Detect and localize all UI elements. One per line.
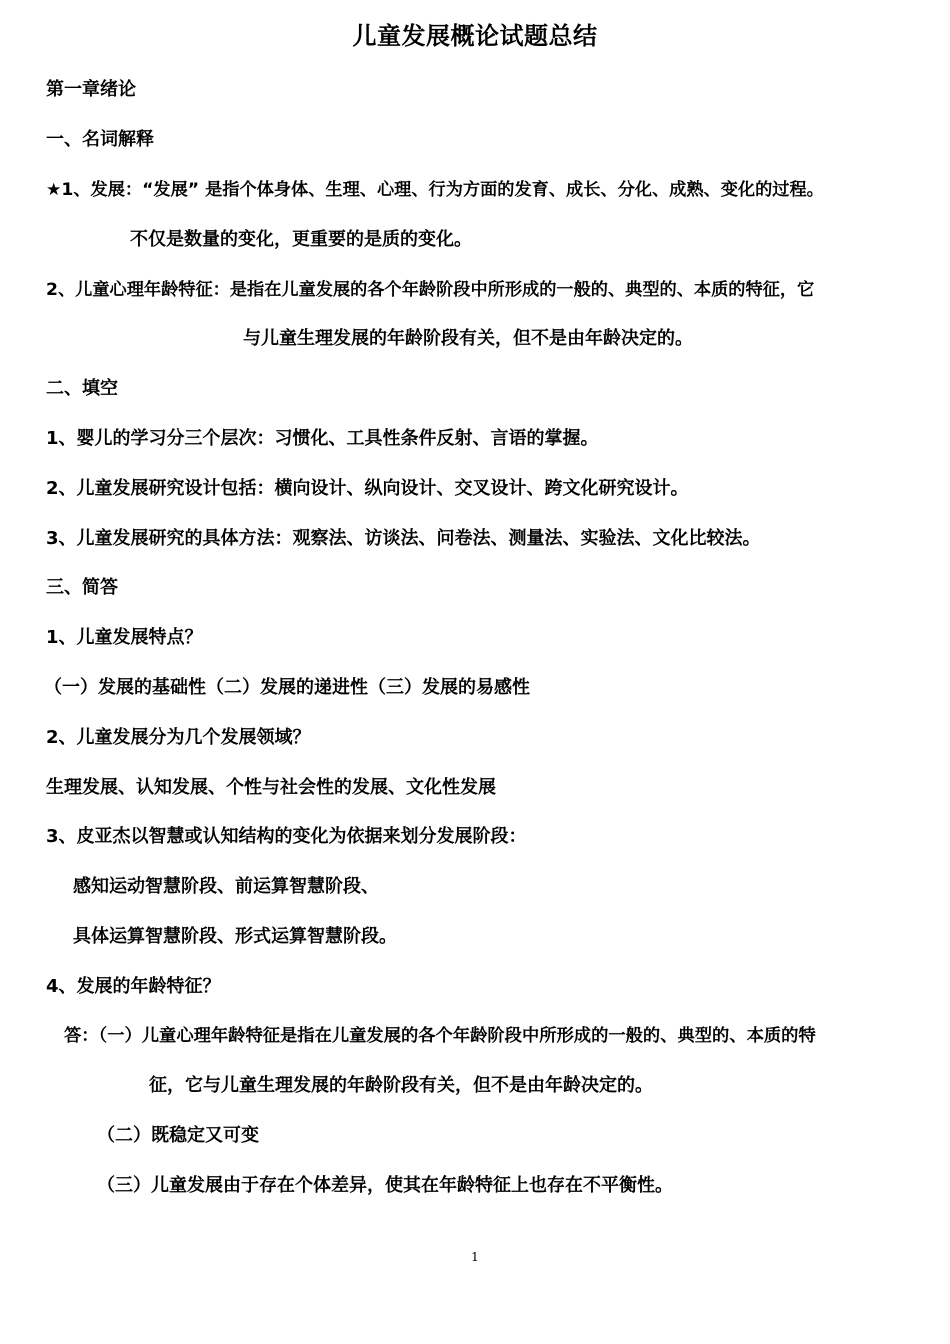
definition-item-1: ★1、发展：“发展” 是指个体身体、生理、心理、行为方面的发育、成长、分化、成熟、变化的过程。 [46, 180, 824, 200]
question-1: 1、儿童发展特点？ [46, 627, 203, 648]
answer-4-part-2: （二）既稳定又可变 [97, 1125, 259, 1146]
fill-blank-item-3: 3、儿童发展研究的具体方法：观察法、访谈法、问卷法、测量法、实验法、文化比较法。 [46, 528, 761, 549]
section-heading-definitions: 一、名词解释 [46, 129, 154, 150]
question-3: 3、皮亚杰以智慧或认知结构的变化为依据来划分发展阶段： [46, 826, 527, 847]
answer-4-part-3: （三）儿童发展由于存在个体差异，使其在年龄特征上也存在不平衡性。 [97, 1175, 673, 1196]
answer-4-part-1: 答：（一）儿童心理年龄特征是指在儿童发展的各个年龄阶段中所形成的一般的、典型的、本质的特 [64, 1026, 816, 1046]
section-heading-fill-blank: 二、填空 [46, 378, 118, 399]
document-title: 儿童发展概论试题总结 [352, 22, 598, 50]
page-number: 1 [471, 1250, 479, 1264]
answer-2: 生理发展、认知发展、个性与社会性的发展、文化性发展 [46, 777, 496, 798]
fill-blank-item-1: 1、婴儿的学习分三个层次：习惯化、工具性条件反射、言语的掌握。 [46, 428, 599, 449]
definition-item-2: 2、儿童心理年龄特征：是指在儿童发展的各个年龄阶段中所形成的一般的、典型的、本质的特征，它 [46, 280, 815, 300]
chapter-heading: 第一章绪论 [46, 79, 136, 100]
section-heading-short-answer: 三、简答 [46, 577, 118, 598]
answer-4-part-1-continued: 征，它与儿童生理发展的年龄阶段有关，但不是由年龄决定的。 [149, 1075, 653, 1096]
answer-3-line-2: 具体运算智慧阶段、形式运算智慧阶段。 [73, 926, 397, 947]
definition-item-2-continued: 与儿童生理发展的年龄阶段有关，但不是由年龄决定的。 [243, 328, 693, 349]
definition-item-1-continued: 不仅是数量的变化，更重要的是质的变化。 [130, 229, 472, 250]
fill-blank-item-2: 2、儿童发展研究设计包括：横向设计、纵向设计、交叉设计、跨文化研究设计。 [46, 478, 689, 499]
question-4: 4、发展的年龄特征？ [46, 976, 221, 997]
answer-3-line-1: 感知运动智慧阶段、前运算智慧阶段、 [73, 876, 379, 897]
answer-1: （一）发展的基础性（二）发展的递进性（三）发展的易感性 [44, 677, 530, 698]
question-2: 2、儿童发展分为几个发展领域？ [46, 727, 311, 748]
